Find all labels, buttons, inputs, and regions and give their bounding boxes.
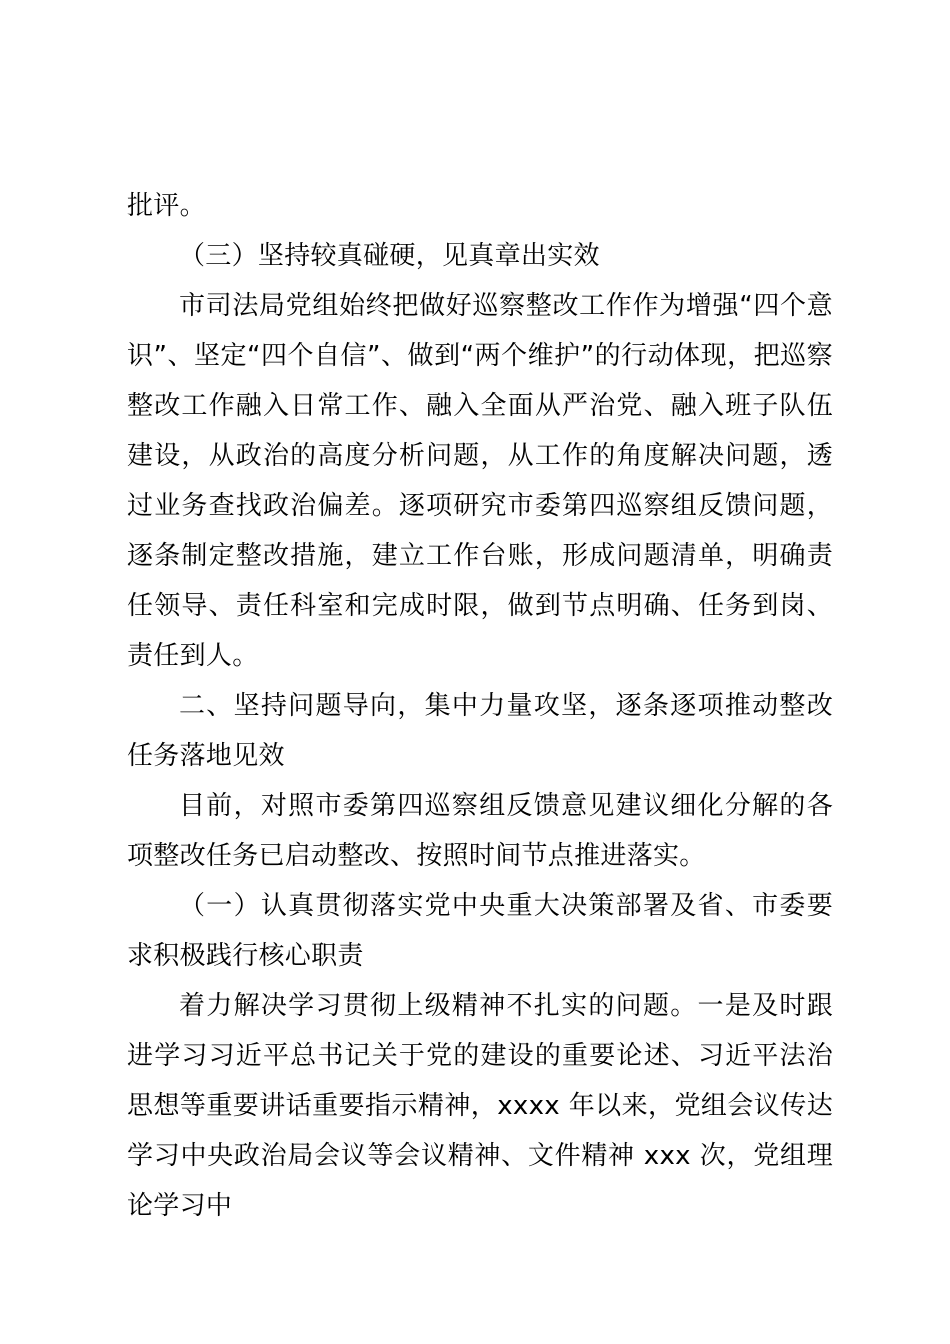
section-heading-1: （一）认真贯彻落实党中央重大决策部署及省、市委要求积极践行核心职责 [127, 891, 833, 971]
paragraph-body: 市司法局党组始终把做好巡察整改工作作为增强“四个意识”、坚定“四个自信”、做到“两个维护”的行动体现，把巡察整改工作融入日常工作、融入全面从严治党、融入班子队伍建设，从政治的高度分析问题，从工作的角度解决问题，透过业务查找政治偏差。逐项研究市委第四巡察组反馈问题，逐条制定整改措施，建立工作台账，形成问题清单，明确责任领导、责任科室和完成时限，做到节点明确、任务到岗、责任到人。 [127, 291, 833, 671]
section-heading-2: 二、坚持问题导向，集中力量攻坚，逐条逐项推动整改任务落地见效 [127, 691, 833, 771]
section-heading-3: （三）坚持较真碰硬，见真章出实效 [179, 241, 600, 271]
paragraph-body: 目前，对照市委第四巡察组反馈意见建议细化分解的各项整改任务已启动整改、按照时间节点推进落实。 [127, 791, 833, 871]
paragraph-continuation: 批评。 [127, 191, 206, 221]
document-body [127, 181, 833, 1231]
paragraph-body: 着力解决学习贯彻上级精神不扎实的问题。一是及时跟进学习习近平总书记关于党的建设的重要论述、习近平法治思想等重要讲话重要指示精神，xxxx 年以来，党组会议传达学习中央政治局会议等会议精神、文件精神 xxx 次，党组理论学习中 [127, 991, 833, 1221]
